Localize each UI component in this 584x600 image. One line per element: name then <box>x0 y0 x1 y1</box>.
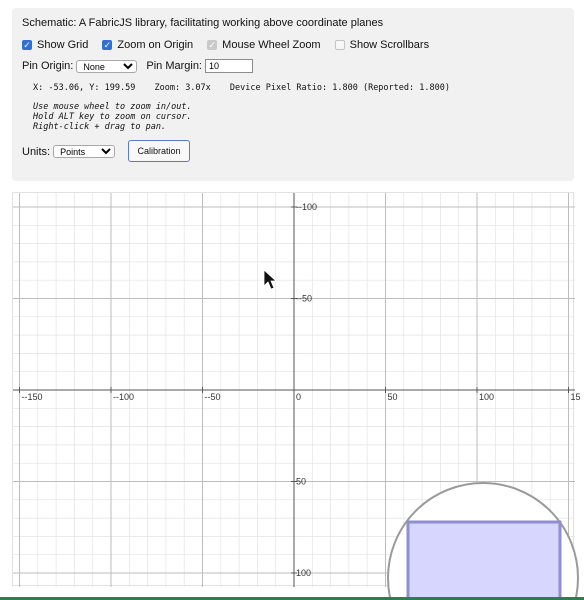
status-line <box>33 83 464 93</box>
show-scrollbars-checkbox[interactable] <box>335 39 429 51</box>
checkmark-icon: ✓ <box>23 40 31 50</box>
units-select[interactable] <box>53 145 115 158</box>
show-grid-label: Show Grid <box>37 39 89 51</box>
y-tick-label: --100 <box>296 202 318 212</box>
page-title: Schematic: A FabricJS library, facilitating working above coordinate planes <box>22 17 384 29</box>
x-tick-label: 15 <box>570 392 581 402</box>
pin-origin-label: Pin Origin: <box>22 60 74 72</box>
help-line-2: Hold ALT key to zoom on cursor. <box>33 112 192 122</box>
calibration-button[interactable]: Calibration <box>128 140 190 162</box>
coordinate-plane[interactable] <box>13 193 581 587</box>
y-tick-label: 100 <box>296 568 312 578</box>
cursor-arrow <box>264 270 276 289</box>
mouse-wheel-zoom-label: Mouse Wheel Zoom <box>222 39 321 51</box>
pin-margin-input[interactable] <box>205 59 253 73</box>
shapes <box>388 483 578 600</box>
checkmark-icon: ✓ <box>103 40 112 50</box>
coords-readout: X: -53.06, Y: 199.59 <box>33 83 136 93</box>
rectangle-shape <box>408 522 560 600</box>
x-tick-label: --150 <box>21 392 43 402</box>
units-row <box>22 145 115 158</box>
x-tick-label: 50 <box>387 392 398 402</box>
units-label: Units: <box>22 145 51 158</box>
pin-row <box>22 59 253 73</box>
show-grid-checkbox[interactable] <box>22 39 88 51</box>
options-row <box>22 39 443 51</box>
help-line-1: Use mouse wheel to zoom in/out. <box>33 102 192 112</box>
help-line-3: Right-click + drag to pan. <box>33 122 167 132</box>
y-tick-label: --50 <box>296 293 313 304</box>
zoom-readout: Zoom: 3.07x <box>154 83 211 93</box>
checkmark-icon: ✓ <box>208 40 216 50</box>
coordinate-canvas[interactable] <box>12 192 581 586</box>
x-tick-label: --100 <box>113 392 135 402</box>
x-tick-label: 0 <box>296 392 302 402</box>
x-tick-label: --50 <box>204 392 221 402</box>
zoom-on-origin-label: Zoom on Origin <box>117 39 194 51</box>
x-tick-label: 100 <box>479 392 495 402</box>
empty-checkbox-icon <box>335 40 345 50</box>
dpr-readout: Device Pixel Ratio: 1.800 (Reported: 1.800) <box>229 83 450 93</box>
mouse-wheel-zoom-checkbox <box>207 39 320 51</box>
controls-panel <box>12 8 574 181</box>
y-tick-label: 50 <box>296 476 307 487</box>
show-scrollbars-label: Show Scrollbars <box>349 39 430 51</box>
pin-margin-label: Pin Margin: <box>146 60 202 72</box>
mouse-cursor-icon <box>264 270 276 289</box>
pin-origin-select[interactable] <box>76 60 137 73</box>
zoom-on-origin-checkbox[interactable] <box>102 39 193 51</box>
